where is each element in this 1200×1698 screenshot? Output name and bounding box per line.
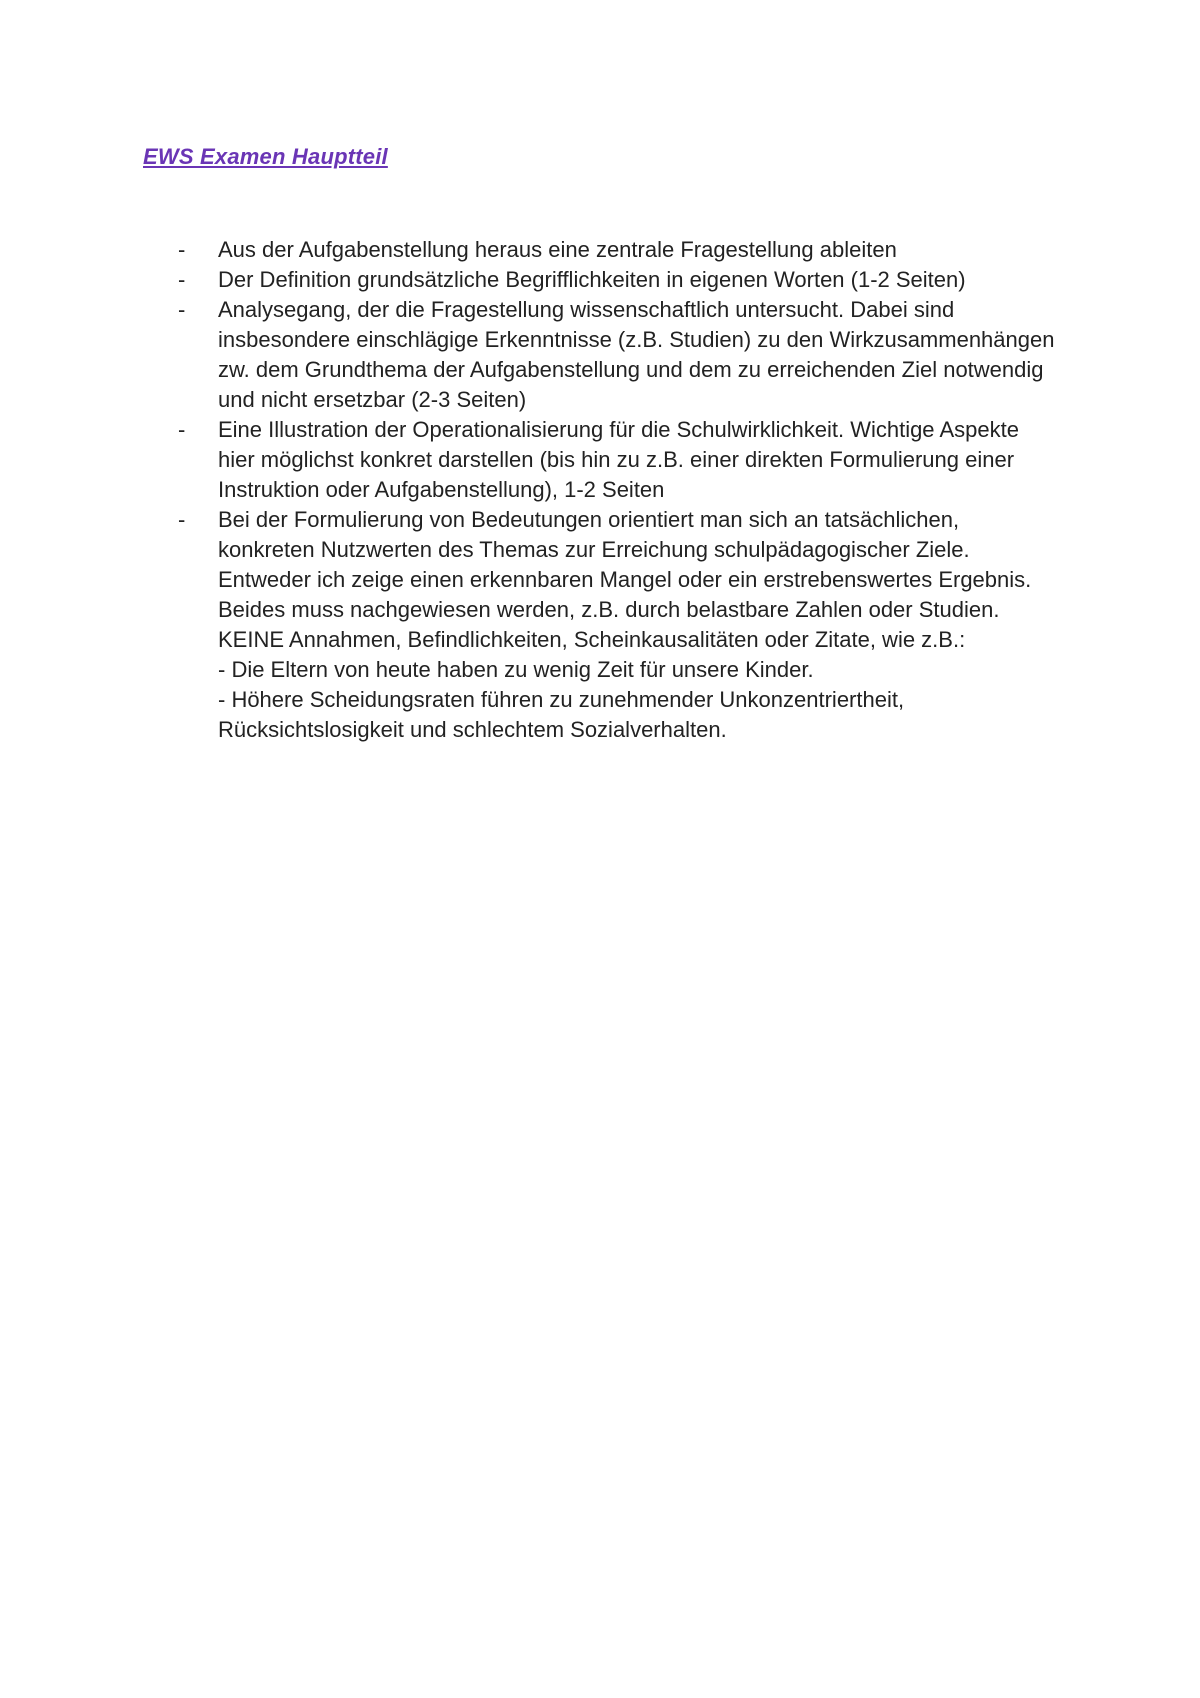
list-item-body xyxy=(218,505,1058,745)
bullet-list xyxy=(178,235,1058,745)
list-item-body xyxy=(218,265,1058,295)
list-item xyxy=(178,415,1058,505)
list-item-text: Eine Illustration der Operationalisierung für die Schulwirklichkeit. Wichtige Aspekte hier möglichst konkret darstellen (bis hin zu z.B. einer direkten Formulierung einer Instruktion oder Aufgabenstellung), 1-2 Seiten xyxy=(218,417,1019,502)
bullet-marker: - xyxy=(178,267,186,292)
bullet-marker: - xyxy=(178,507,186,532)
list-item xyxy=(178,505,1058,745)
list-item-text: Aus der Aufgabenstellung heraus eine zentrale Fragestellung ableiten xyxy=(218,237,897,262)
list-item-text: Analysegang, der die Fragestellung wissenschaftlich untersucht. Dabei sind insbesondere einschlägige Erkenntnisse (z.B. Studien) zu den Wirkzusammenhängen zw. dem Grundthema der Aufgabenstellung und dem zu erreichenden Ziel notwendig und nicht ersetzbar (2-3 Seiten) xyxy=(218,297,1055,412)
document-title: EWS Examen Hauptteil xyxy=(143,144,388,169)
list-item xyxy=(178,235,1058,265)
list-item-text: Der Definition grundsätzliche Begrifflichkeiten in eigenen Worten (1-2 Seiten) xyxy=(218,267,966,292)
bullet-marker: - xyxy=(178,297,186,322)
bullet-marker: - xyxy=(178,417,186,442)
example-line: - Höhere Scheidungsraten führen zu zunehmender Unkonzentriertheit, Rücksichtslosigkeit und schlechtem Sozialverhalten. xyxy=(218,687,905,742)
list-item-body xyxy=(218,235,1058,265)
bullet-marker: - xyxy=(178,237,186,262)
list-item-body xyxy=(218,415,1058,505)
list-item-text: Bei der Formulierung von Bedeutungen orientiert man sich an tatsächlichen, konkreten Nutzwerten des Themas zur Erreichung schulpädagogischer Ziele. Entweder ich zeige einen erkennbaren Mangel oder ein erstrebenswertes Ergebnis. Beides muss nachgewiesen werden, z.B. durch belastbare Zahlen oder Studien. KEINE Annahmen, Befindlichkeiten, Scheinkausalitäten oder Zitate, wie z.B.: xyxy=(218,507,1032,652)
list-item-body xyxy=(218,295,1058,415)
list-item xyxy=(178,265,1058,295)
list-item xyxy=(178,295,1058,415)
example-line: - Die Eltern von heute haben zu wenig Zeit für unsere Kinder. xyxy=(218,657,814,682)
